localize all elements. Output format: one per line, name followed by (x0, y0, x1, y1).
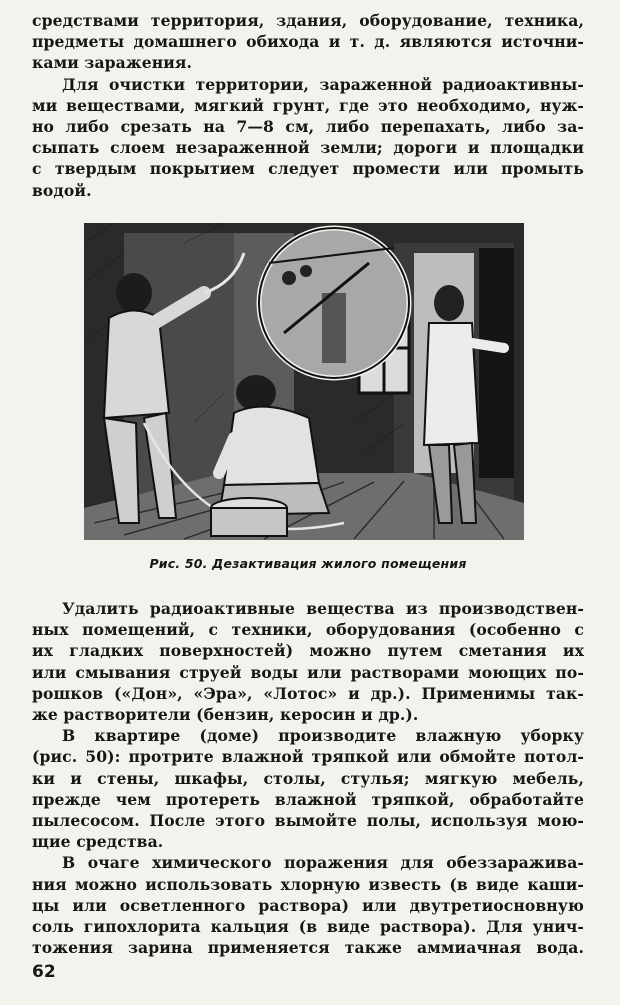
text-line: с твердым покрытием следует промести или промыть (32, 159, 584, 179)
text-line: Удалить радиоактивные вещества из производствен- (62, 599, 584, 618)
text-line: водой. (32, 180, 92, 200)
text-line: цы или осветленного раствора) или двутретиосновную (32, 895, 584, 915)
text-line: или смывания струей воды или растворами моющих по- (32, 662, 584, 682)
paragraph-5 (32, 852, 584, 958)
text-line: щие средства. (32, 832, 164, 852)
text-line: ных помещений, с техники, оборудования (особенно с (32, 620, 584, 640)
text-line: ки и стены, шкафы, столы, стулья; мягкую мебель, (32, 768, 584, 788)
text-line: тожения зарина применяется также аммиачная вода. (32, 938, 584, 958)
text-line: соль гипохлорита кальция (в виде раствора). Для унич- (32, 917, 584, 937)
text-line: ми веществами, мягкий грунт, где это необходимо, нуж- (32, 95, 584, 115)
text-line: сыпать слоем незараженной земли; дороги и площадки (32, 138, 584, 158)
text-line: прежде чем протереть влажной тряпкой, обработайте (32, 789, 584, 809)
text-line: В очаге химического поражения для обеззаражива- (62, 853, 584, 873)
top-text-block (32, 10, 584, 201)
text-line: (рис. 50): протрите влажной тряпкой или обмойте потол- (32, 747, 584, 767)
page-number: 62 (32, 962, 56, 982)
text-line: средствами территория, здания, оборудование, техника, (32, 11, 584, 30)
text-line: рошков («Дон», «Эра», «Лотос» и др.). Применимы так- (32, 683, 584, 703)
text-line: их гладких поверхностей) можно путем сметания их (32, 641, 584, 661)
text-line: Для очистки территории, зараженной радиоактивны- (62, 74, 584, 94)
text-line: ния можно использовать хлорную известь (в виде каши- (32, 874, 584, 894)
paragraph-3 (32, 598, 584, 725)
decontamination-illustration (84, 223, 524, 540)
text-line: предметы домашнего обихода и т. д. являются источни- (32, 32, 584, 52)
text-line: но либо срезать на 7—8 см, либо перепахать, либо за- (32, 117, 584, 137)
text-line: же растворители (бензин, керосин и др.). (32, 705, 419, 725)
text-line: ками заражения. (32, 53, 193, 73)
bottom-text-block (32, 598, 584, 958)
text-line: В квартире (доме) производите влажную уборку (62, 726, 584, 746)
text-line: пылесосом. После этого вымойте полы, используя мою- (32, 811, 584, 831)
paragraph-4 (32, 725, 584, 852)
paragraph-1 (32, 10, 584, 74)
figure-caption: Рис. 50. Дезактивация жилого помещения (149, 556, 467, 571)
paragraph-2 (32, 74, 584, 201)
book-page (32, 10, 584, 995)
